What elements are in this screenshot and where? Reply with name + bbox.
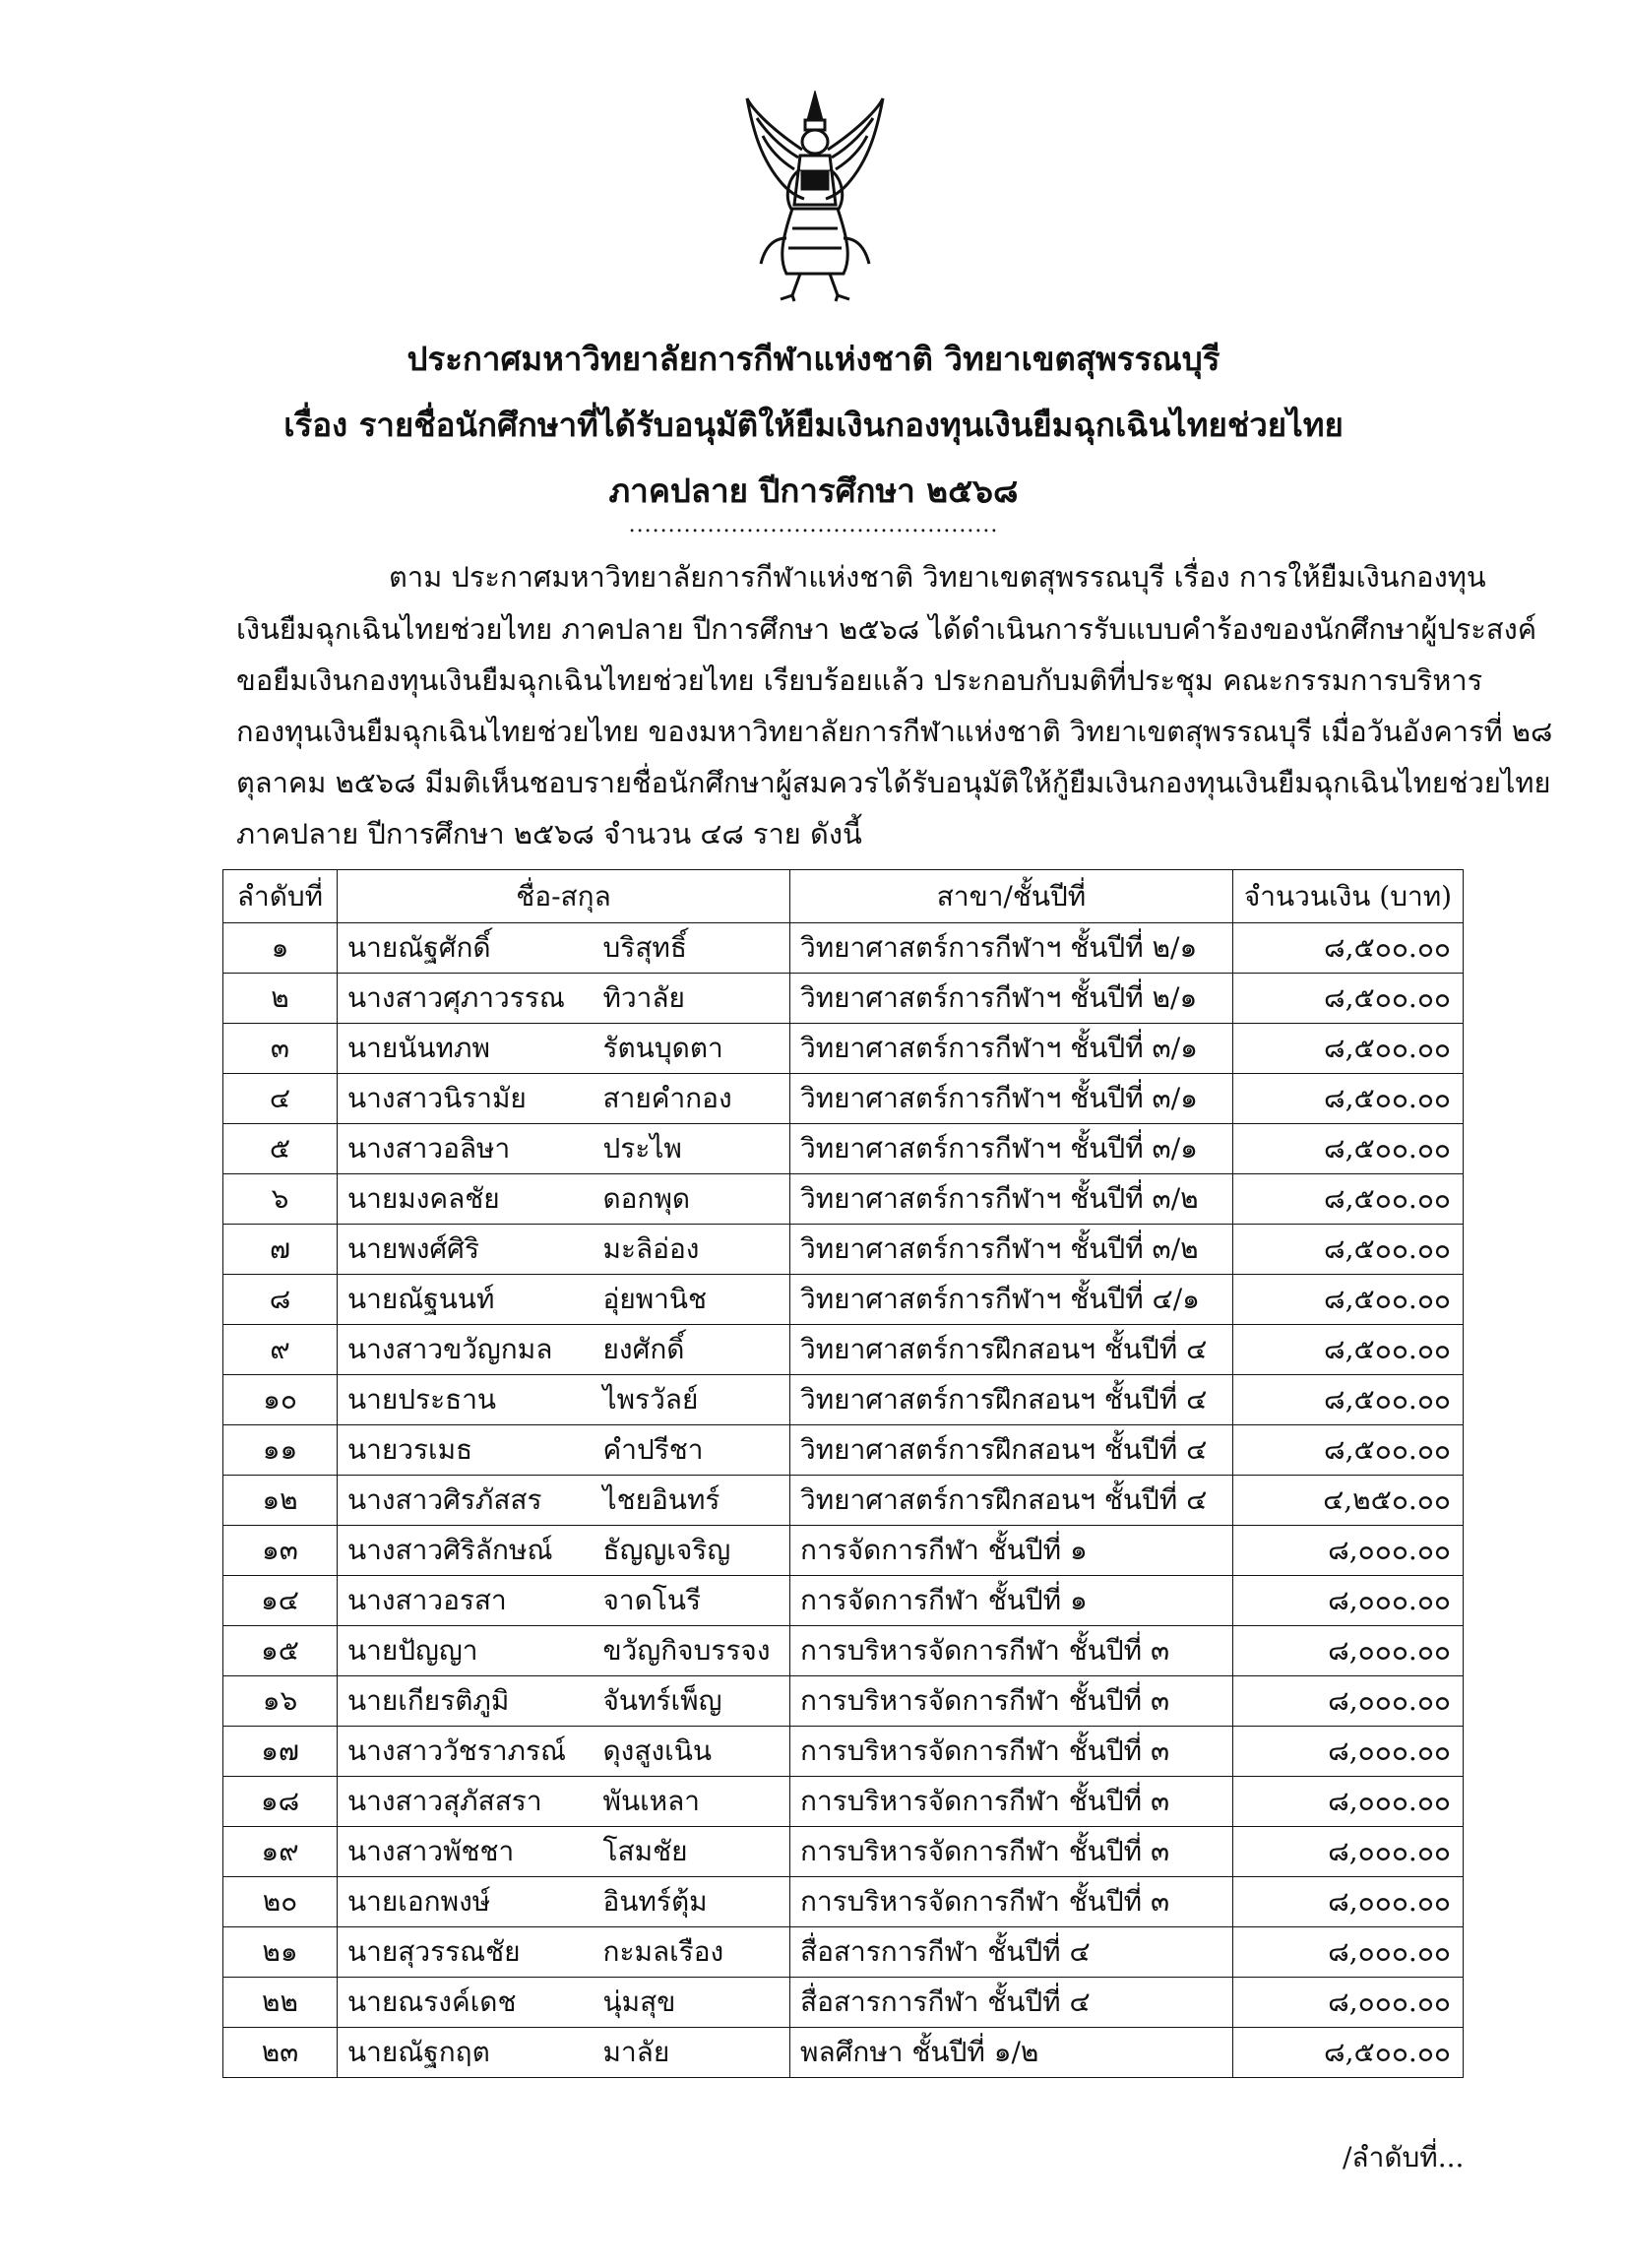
- table-row: [223, 1676, 1464, 1727]
- table-row: [223, 1325, 1464, 1375]
- table-row: [223, 1777, 1464, 1827]
- table-row: [223, 1074, 1464, 1124]
- student-name: นางสาวนิรามัย: [338, 1074, 594, 1124]
- body-line-5: ตุลาคม ๒๕๖๘ มีมติเห็นชอบรายชื่อนักศึกษาผู้สมควรได้รับอนุมัติให้กู้ยืมเงินกองทุนเงินยืมฉุกเฉินไทยช่วยไทย: [236, 766, 1551, 799]
- student-name: นายสุวรรณชัย: [338, 1927, 594, 1978]
- loan-amount: ๘,๐๐๐.๐๐: [1233, 1727, 1464, 1777]
- student-name: นางสาวศิริลักษณ์: [338, 1526, 594, 1576]
- program-year: วิทยาศาสตร์การฝึกสอนฯ ชั้นปีที่ ๔: [790, 1325, 1233, 1375]
- loan-amount: ๘,๐๐๐.๐๐: [1233, 1927, 1464, 1978]
- program-year: สื่อสารการกีฬา ชั้นปีที่ ๔: [790, 1927, 1233, 1978]
- table-row: [223, 974, 1464, 1024]
- program-year: วิทยาศาสตร์การฝึกสอนฯ ชั้นปีที่ ๔: [790, 1476, 1233, 1526]
- row-number: ๑๗: [223, 1727, 338, 1777]
- program-year: วิทยาศาสตร์การกีฬาฯ ชั้นปีที่ ๓/๒: [790, 1174, 1233, 1225]
- row-number: ๑๓: [223, 1526, 338, 1576]
- row-number: ๘: [223, 1275, 338, 1325]
- program-year: พลศึกษา ชั้นปีที่ ๑/๒: [790, 2028, 1233, 2078]
- loan-amount: ๘,๕๐๐.๐๐: [1233, 1074, 1464, 1124]
- table-row: [223, 1225, 1464, 1275]
- student-surname: อินทร์ตุ้ม: [594, 1877, 790, 1927]
- student-name: นายณัฐกฤต: [338, 2028, 594, 2078]
- student-surname: ไชยอินทร์: [594, 1476, 790, 1526]
- program-year: วิทยาศาสตร์การฝึกสอนฯ ชั้นปีที่ ๔: [790, 1375, 1233, 1425]
- student-name: นางสาวสุภัสสรา: [338, 1777, 594, 1827]
- header-amount: จำนวนเงิน (บาท): [1233, 870, 1464, 923]
- row-number: ๒๒: [223, 1978, 338, 2028]
- student-surname: รัตนบุดตา: [594, 1024, 790, 1074]
- student-surname: ธัญญเจริญ: [594, 1526, 790, 1576]
- loan-amount: ๘,๐๐๐.๐๐: [1233, 1576, 1464, 1626]
- table-row: [223, 923, 1464, 974]
- loan-amount: ๘,๕๐๐.๐๐: [1233, 923, 1464, 974]
- row-number: ๑: [223, 923, 338, 974]
- student-surname: กะมลเรือง: [594, 1927, 790, 1978]
- loan-amount: ๘,๕๐๐.๐๐: [1233, 1024, 1464, 1074]
- row-number: ๑๙: [223, 1827, 338, 1877]
- header-no: ลำดับที่: [223, 870, 338, 923]
- student-name: นายมงคลชัย: [338, 1174, 594, 1225]
- student-name: นายเกียรติภูมิ: [338, 1676, 594, 1727]
- row-number: ๑๖: [223, 1676, 338, 1727]
- student-surname: ไพรวัลย์: [594, 1375, 790, 1425]
- body-line-1: ตาม ประกาศมหาวิทยาลัยการกีฬาแห่งชาติ วิทยาเขตสุพรรณบุรี เรื่อง การให้ยืมเงินกองทุน: [389, 560, 1486, 594]
- student-surname: ทิวาลัย: [594, 974, 790, 1024]
- student-surname: ดุงสูงเนิน: [594, 1727, 790, 1777]
- student-name: นายณัฐนนท์: [338, 1275, 594, 1325]
- loan-amount: ๘,๕๐๐.๐๐: [1233, 1325, 1464, 1375]
- student-name: นางสาวอรสา: [338, 1576, 594, 1626]
- table-row: [223, 1576, 1464, 1626]
- table-row: [223, 1526, 1464, 1576]
- loan-amount: ๘,๕๐๐.๐๐: [1233, 974, 1464, 1024]
- row-number: ๒๑: [223, 1927, 338, 1978]
- table-row: [223, 1727, 1464, 1777]
- student-name: นางสาวพัชชา: [338, 1827, 594, 1877]
- student-name: นายนันทภพ: [338, 1024, 594, 1074]
- program-year: วิทยาศาสตร์การกีฬาฯ ชั้นปีที่ ๒/๑: [790, 923, 1233, 974]
- continued-marker: /ลำดับที่...: [1343, 2141, 1465, 2174]
- program-year: การบริหารจัดการกีฬา ชั้นปีที่ ๓: [790, 1626, 1233, 1676]
- announcement-title: ประกาศมหาวิทยาลัยการกีฬาแห่งชาติ วิทยาเขตสุพรรณบุรี: [407, 340, 1220, 378]
- student-surname: คำปรีชา: [594, 1425, 790, 1476]
- program-year: วิทยาศาสตร์การกีฬาฯ ชั้นปีที่ ๓/๑: [790, 1124, 1233, 1174]
- header-program: สาขา/ชั้นปีที่: [790, 870, 1233, 923]
- row-number: ๒๐: [223, 1877, 338, 1927]
- table-row: [223, 1375, 1464, 1425]
- student-surname: สายคำกอง: [594, 1074, 790, 1124]
- body-line-4: กองทุนเงินยืมฉุกเฉินไทยช่วยไทย ของมหาวิทยาลัยการกีฬาแห่งชาติ วิทยาเขตสุพรรณบุรี เมื่อวันอังคารที่ ๒๘: [236, 715, 1553, 748]
- student-surname: นุ่มสุข: [594, 1978, 790, 2028]
- table-row: [223, 1024, 1464, 1074]
- student-surname: จาดโนรี: [594, 1576, 790, 1626]
- table-row: [223, 1927, 1464, 1978]
- announcement-subject: เรื่อง รายชื่อนักศึกษาที่ได้รับอนุมัติให้ยืมเงินกองทุนเงินยืมฉุกเฉินไทยช่วยไทย: [283, 406, 1344, 444]
- student-name: นายพงศ์ศิริ: [338, 1225, 594, 1275]
- student-name: นางสาววัชราภรณ์: [338, 1727, 594, 1777]
- row-number: ๙: [223, 1325, 338, 1375]
- loan-amount: ๔,๒๕๐.๐๐: [1233, 1476, 1464, 1526]
- loan-amount: ๘,๐๐๐.๐๐: [1233, 1978, 1464, 2028]
- student-surname: ขวัญกิจบรรจง: [594, 1626, 790, 1676]
- header-name: ชื่อ-สกุล: [338, 870, 790, 923]
- title-divider: ...............................................: [628, 513, 999, 537]
- program-year: การบริหารจัดการกีฬา ชั้นปีที่ ๓: [790, 1827, 1233, 1877]
- student-name: นายณรงค์เดช: [338, 1978, 594, 2028]
- student-surname: จันทร์เพ็ญ: [594, 1676, 790, 1727]
- loan-amount: ๘,๐๐๐.๐๐: [1233, 1526, 1464, 1576]
- table-row: [223, 1877, 1464, 1927]
- student-surname: ดอกพุด: [594, 1174, 790, 1225]
- row-number: ๓: [223, 1024, 338, 1074]
- row-number: ๗: [223, 1225, 338, 1275]
- row-number: ๔: [223, 1074, 338, 1124]
- loan-amount: ๘,๕๐๐.๐๐: [1233, 2028, 1464, 2078]
- program-year: วิทยาศาสตร์การกีฬาฯ ชั้นปีที่ ๒/๑: [790, 974, 1233, 1024]
- student-name: นายประธาน: [338, 1375, 594, 1425]
- student-surname: บริสุทธิ์: [594, 923, 790, 974]
- program-year: การบริหารจัดการกีฬา ชั้นปีที่ ๓: [790, 1676, 1233, 1727]
- program-year: การบริหารจัดการกีฬา ชั้นปีที่ ๓: [790, 1877, 1233, 1927]
- program-year: วิทยาศาสตร์การกีฬาฯ ชั้นปีที่ ๓/๑: [790, 1024, 1233, 1074]
- student-name: นายเอกพงษ์: [338, 1877, 594, 1927]
- loan-amount: ๘,๕๐๐.๐๐: [1233, 1124, 1464, 1174]
- student-name: นางสาวศิรภัสสร: [338, 1476, 594, 1526]
- row-number: ๒๓: [223, 2028, 338, 2078]
- student-name: นางสาวขวัญกมล: [338, 1325, 594, 1375]
- announcement-term: ภาคปลาย ปีการศึกษา ๒๕๖๘: [608, 472, 1019, 510]
- student-name: นายณัฐศักดิ์: [338, 923, 594, 974]
- student-name: นายวรเมธ: [338, 1425, 594, 1476]
- row-number: ๕: [223, 1124, 338, 1174]
- row-number: ๑๒: [223, 1476, 338, 1526]
- student-loan-table: [222, 869, 1464, 2078]
- row-number: ๑๘: [223, 1777, 338, 1827]
- table-row: [223, 1827, 1464, 1877]
- table-header-row: [223, 870, 1464, 923]
- student-surname: อุ่ยพานิช: [594, 1275, 790, 1325]
- loan-amount: ๘,๐๐๐.๐๐: [1233, 1827, 1464, 1877]
- student-name: นายปัญญา: [338, 1626, 594, 1676]
- table-row: [223, 1275, 1464, 1325]
- table-row: [223, 2028, 1464, 2078]
- program-year: วิทยาศาสตร์การกีฬาฯ ชั้นปีที่ ๔/๑: [790, 1275, 1233, 1325]
- row-number: ๑๕: [223, 1626, 338, 1676]
- student-surname: ยงศักดิ์: [594, 1325, 790, 1375]
- row-number: ๑๐: [223, 1375, 338, 1425]
- table-row: [223, 1978, 1464, 2028]
- body-line-2: เงินยืมฉุกเฉินไทยช่วยไทย ภาคปลาย ปีการศึกษา ๒๕๖๘ ได้ดำเนินการรับแบบคำร้องของนักศึกษาผู้ประสงค์: [236, 612, 1537, 646]
- student-surname: มาลัย: [594, 2028, 790, 2078]
- student-name: นางสาวศุภาวรรณ: [338, 974, 594, 1024]
- student-name: นางสาวอลิษา: [338, 1124, 594, 1174]
- table-row: [223, 1174, 1464, 1225]
- loan-amount: ๘,๐๐๐.๐๐: [1233, 1877, 1464, 1927]
- table-row: [223, 1476, 1464, 1526]
- loan-amount: ๘,๕๐๐.๐๐: [1233, 1275, 1464, 1325]
- student-surname: มะลิอ่อง: [594, 1225, 790, 1275]
- program-year: การบริหารจัดการกีฬา ชั้นปีที่ ๓: [790, 1727, 1233, 1777]
- program-year: การบริหารจัดการกีฬา ชั้นปีที่ ๓: [790, 1777, 1233, 1827]
- program-year: การจัดการกีฬา ชั้นปีที่ ๑: [790, 1576, 1233, 1626]
- loan-amount: ๘,๕๐๐.๐๐: [1233, 1425, 1464, 1476]
- table-row: [223, 1124, 1464, 1174]
- body-line-3: ขอยืมเงินกองทุนเงินยืมฉุกเฉินไทยช่วยไทย เรียบร้อยแล้ว ประกอบกับมติที่ประชุม คณะกรรมการบริหาร: [236, 663, 1483, 697]
- program-year: การจัดการกีฬา ชั้นปีที่ ๑: [790, 1526, 1233, 1576]
- loan-amount: ๘,๕๐๐.๐๐: [1233, 1375, 1464, 1425]
- body-line-6: ภาคปลาย ปีการศึกษา ๒๕๖๘ จำนวน ๔๘ ราย ดังนี้: [236, 817, 862, 850]
- row-number: ๒: [223, 974, 338, 1024]
- row-number: ๖: [223, 1174, 338, 1225]
- student-surname: ประไพ: [594, 1124, 790, 1174]
- row-number: ๑๑: [223, 1425, 338, 1476]
- program-year: วิทยาศาสตร์การฝึกสอนฯ ชั้นปีที่ ๔: [790, 1425, 1233, 1476]
- loan-amount: ๘,๕๐๐.๐๐: [1233, 1174, 1464, 1225]
- program-year: สื่อสารการกีฬา ชั้นปีที่ ๔: [790, 1978, 1233, 2028]
- loan-amount: ๘,๐๐๐.๐๐: [1233, 1626, 1464, 1676]
- table-row: [223, 1626, 1464, 1676]
- row-number: ๑๔: [223, 1576, 338, 1626]
- student-surname: โสมชัย: [594, 1827, 790, 1877]
- student-surname: พันเหลา: [594, 1777, 790, 1827]
- garuda-emblem-icon: [743, 91, 887, 303]
- table-row: [223, 1425, 1464, 1476]
- loan-amount: ๘,๐๐๐.๐๐: [1233, 1777, 1464, 1827]
- program-year: วิทยาศาสตร์การกีฬาฯ ชั้นปีที่ ๓/๑: [790, 1074, 1233, 1124]
- loan-amount: ๘,๕๐๐.๐๐: [1233, 1225, 1464, 1275]
- program-year: วิทยาศาสตร์การกีฬาฯ ชั้นปีที่ ๓/๒: [790, 1225, 1233, 1275]
- loan-amount: ๘,๐๐๐.๐๐: [1233, 1676, 1464, 1727]
